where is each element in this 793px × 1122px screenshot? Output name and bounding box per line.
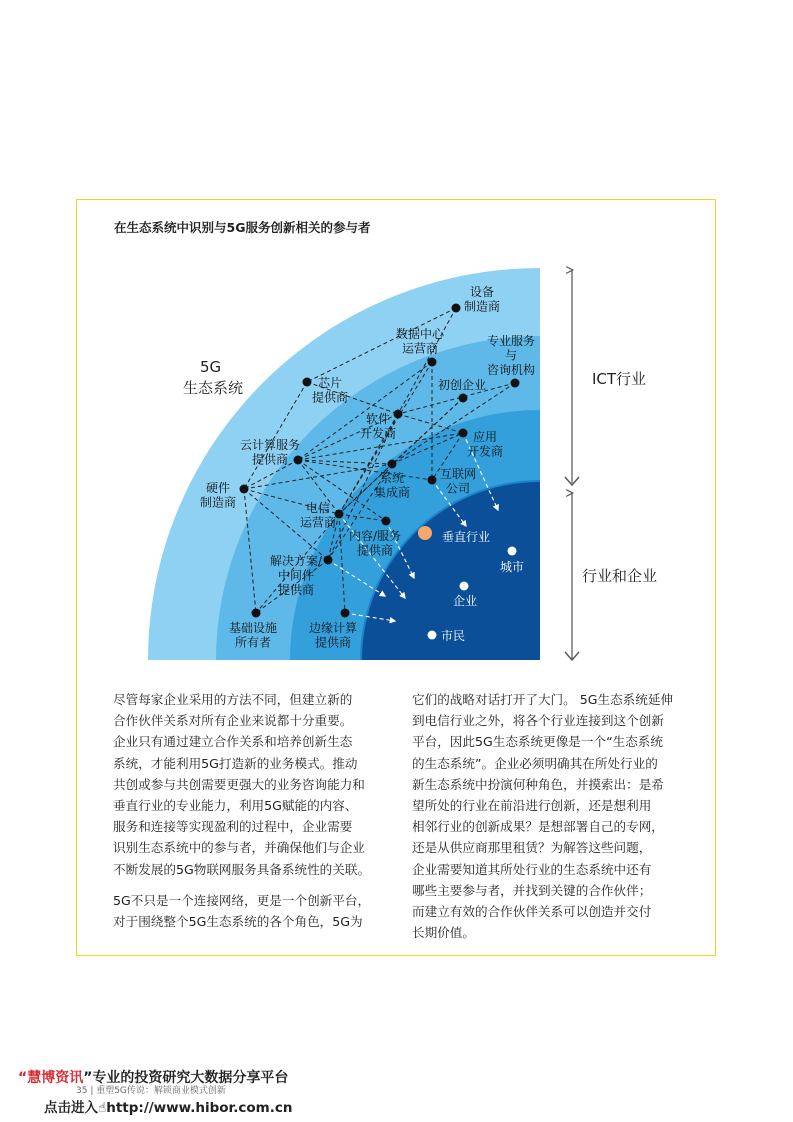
left-paragraph [113,890,403,932]
link-prefix: 点击进入 [44,1100,98,1116]
text-line: 望所处的行业在前沿进行创新，还是想利用 [412,798,652,814]
label-si: 系统集成商 [373,471,411,500]
node-cloud [294,456,303,465]
label-chip: 芯片提供商 [311,376,349,405]
text-line: 平台，因此5G生态系统更像是一个“生态系统 [412,734,663,750]
node-middleware [324,556,333,565]
label-middleware: 解决方案/中间件提供商 [269,554,323,597]
brand-quote-open: “ [18,1070,28,1086]
label-vertical: 垂直行业 [442,530,491,544]
body-left-column [113,689,403,942]
label-telecom: 电信运营商 [299,501,337,530]
link-url[interactable]: http://www.hibor.com.cn [106,1100,293,1116]
text-line: 新生态系统中扮演何种角色，并摸索出：是希 [412,776,664,792]
label-citizen: 市民 [441,629,466,643]
text-line: 长期价值。 [412,925,475,941]
text-line: 垂直行业的专业能力，利用5G赋能的内容、 [113,798,358,814]
text-line: 企业需要知道其所处行业的生态系统中还有 [412,861,652,877]
ict-industry-label: ICT行业 [592,370,647,388]
figure-title: 在生态系统中识别与5G服务创新相关的参与者 [114,220,371,235]
node-startup [459,394,468,403]
brand-quote-close: ” [83,1070,93,1086]
brand-tagline: 专业的投资研究大数据分享平台 [92,1070,289,1086]
body-right-column [412,689,712,953]
node-city [508,547,517,556]
text-line: 而建立有效的合作伙伴关系可以创造并交付 [412,904,652,920]
label-edge: 边缘计算提供商 [308,621,358,650]
node-infra [252,609,261,618]
node-datacenter [428,358,437,367]
node-citizen [428,631,437,640]
label-app: 应用开发商 [466,430,504,459]
label-startup: 初创企业 [437,378,487,392]
node-edge [341,609,350,618]
text-line: 企业只有通过建立合作关系和培养创新生态 [113,734,353,750]
brand-name: 慧博资讯 [27,1070,84,1086]
text-line: 5G不只是一个连接网络，更是一个创新平台， [113,892,371,908]
label-city: 城市 [500,560,525,574]
text-line: 的生态系统”。企业必须明确其在所处行业的 [412,755,658,771]
text-line: 不断发展的5G物联网服务具备系统性的关联。 [113,861,371,877]
node-chip [303,378,312,387]
node-app [459,429,468,438]
text-line: 共创或参与共创需要更强大的业务咨询能力和 [113,776,365,792]
text-line: 到电信行业之外，将各个行业连接到这个创新 [412,713,664,729]
label-datacenter: 数据中心运营商 [395,327,445,356]
node-si [388,460,397,469]
label-cloud: 云计算服务提供商 [239,438,301,467]
node-content [382,517,391,526]
label-internet: 互联网公司 [439,467,477,496]
text-line: 尽管每家企业采用的方法不同，但建立新的 [113,692,353,707]
label-software: 软件开发商 [359,412,397,441]
text-line: 相邻行业的创新成果？是想部署自己的专网， [412,819,664,835]
node-software [394,410,403,419]
ecosystem-label: 5G 生态系统 [182,358,244,397]
industry-enterprise-label: 行业和企业 [582,567,658,585]
label-infra: 基础设施所有者 [228,621,278,650]
node-enterprise [460,582,469,591]
node-consult [511,379,520,388]
text-line: 它们的战略对话打开了大门。 5G生态系统延伸 [412,692,674,707]
text-line: 系统，才能利用5G打造新的业务模式。推动 [113,755,358,771]
node-device [452,304,461,313]
text-line: 识别生态系统中的参与者，并确保他们与企业 [113,840,365,856]
footer-link[interactable] [44,1096,292,1116]
label-hardware: 硬件制造商 [199,481,237,510]
text-line: 服务和连接等实现盈利的过程中，企业需要 [113,819,353,835]
label-device: 设备制造商 [463,285,501,314]
text-line: 哪些主要参与者，并找到关键的合作伙伴； [412,882,652,898]
node-internet [428,476,437,485]
right-paragraph [412,689,712,943]
node-vertical [418,526,432,540]
page-info: 35 | 重塑5G传说：解锁商业模式创新 [76,1086,226,1096]
node-hardware [240,485,249,494]
text-line: 合作伙伴关系对所有企业来说都十分重要。 [113,713,353,729]
text-line: 对于围绕整个5G生态系统的各个角色，5G为 [113,914,363,930]
left-paragraph [113,689,403,880]
label-consult: 专业服务与咨询机构 [486,334,536,377]
label-enterprise: 企业 [453,594,478,608]
label-content: 内容/服务提供商 [348,529,402,558]
pointer-icon: ☝ [98,1100,107,1116]
text-line: 还是从供应商那里租赁？为解答这些问题， [412,840,652,856]
